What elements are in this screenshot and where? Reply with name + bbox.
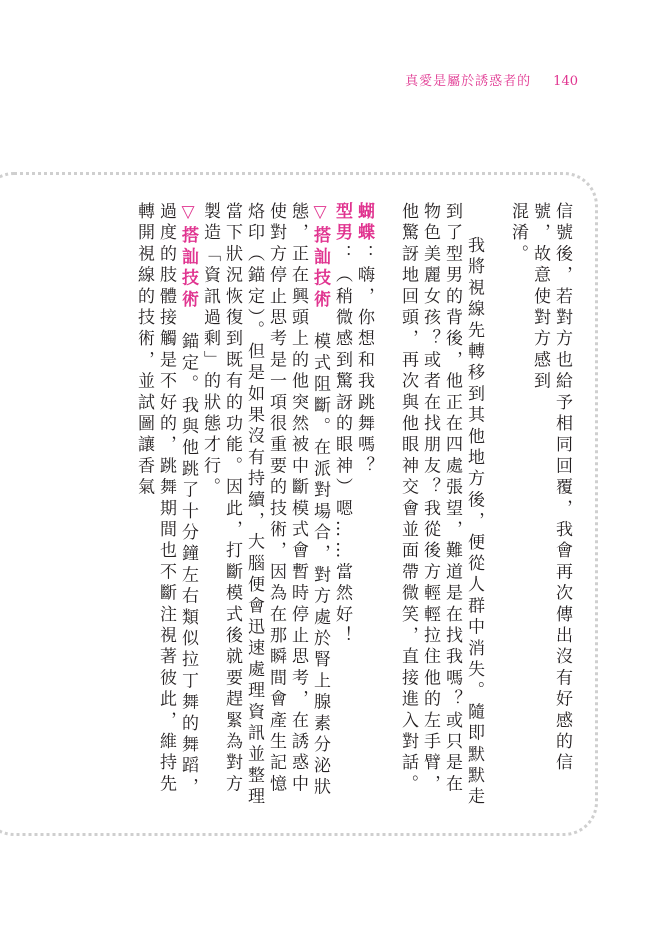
technique-text-1: 模式阻斷。在派對場合，對方處於腎上腺素分泌狀態，正在興頭上的他突然被中斷模式會暫時停止思考，在誘惑中使對方停止思考是一項很重要的技術，因為在那瞬間會產生記憶烙印（錨定）。但是如果沒有持續，大腦便會迅速處理資訊並整理當下狀況恢復到既有的功能。因此，打斷模式後就要趕緊為對方製造「資訊過剩」的狀態才行。 — [200, 202, 330, 809]
page-number: 140 — [553, 74, 578, 89]
technique-label-1: ▽搭訕技術 — [310, 202, 330, 311]
technique-label-2: ▽搭訕技術 — [178, 202, 198, 311]
speaker-butterfly: 蝴蝶 — [354, 202, 374, 245]
technique-text-2: 錨定。我與他跳了十分鐘左右類似拉丁舞的舞蹈，過度的肢體接觸是不好的，跳舞期間也不斷注視著彼此，維持先轉開視線的技術，並試圖讓香氣 — [134, 202, 198, 799]
dialogue-butterfly — [353, 202, 375, 814]
technique-anchoring — [133, 202, 199, 814]
dialogue-handsome-man-text: ：（稍微感到驚訝的眼神）嗯……當然好！ — [332, 244, 352, 648]
dialogue-handsome-man — [331, 202, 353, 814]
running-header — [405, 70, 578, 89]
paragraph-1-line-1: 信號後，若對方也給予相同回覆，我會再次傳出沒有好感的信號，故意使對方感到 — [530, 202, 572, 775]
paragraph-2: 我將視線先轉移到其他地方後，便從人群中消失。隨即默默走到了型男的背後，他正在四處張望，難道是在找我嗎？或只是在物色美麗女孩？或者在找朋友？我從後方輕輕拉住他的左手臂，他驚訝地回頭，再次與他眼神交會並面帶微笑，直接進入對話。 — [398, 202, 484, 809]
paragraph-1-line-2: 混淆。 — [508, 202, 528, 266]
technique-pattern-interrupt — [199, 202, 331, 814]
dialogue-butterfly-text: ：嗨，你想和我跳舞嗎？ — [354, 244, 374, 478]
chapter-title: 真愛是屬於誘惑者的 — [405, 74, 532, 89]
speaker-handsome-man: 型男 — [332, 202, 352, 245]
vertical-body-text — [113, 202, 573, 814]
